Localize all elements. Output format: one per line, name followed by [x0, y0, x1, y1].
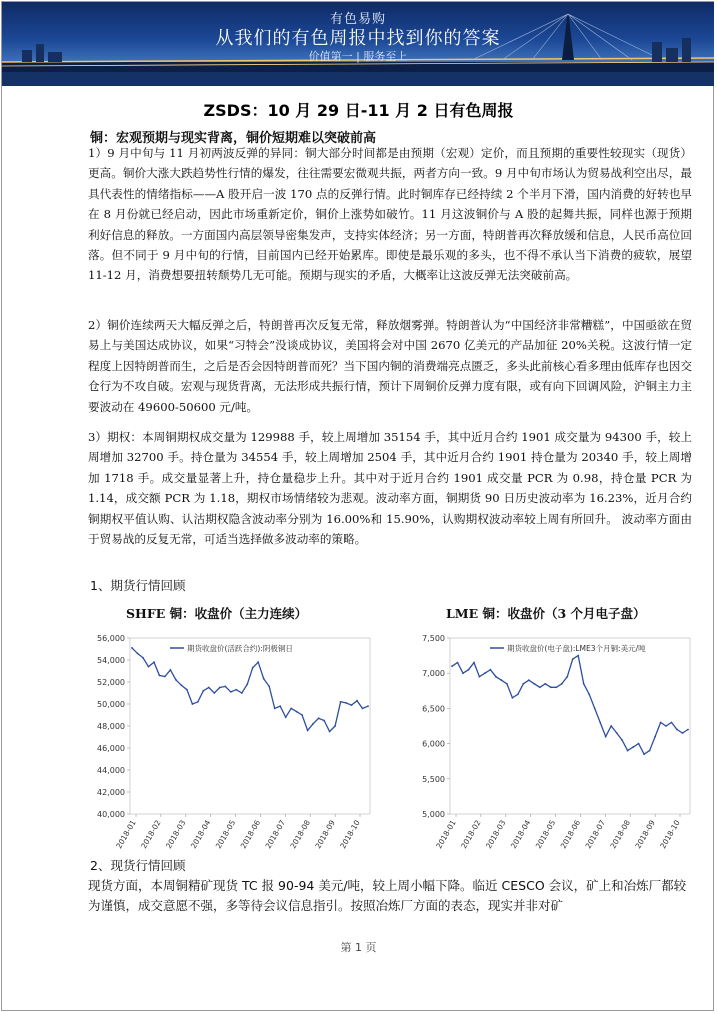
data-point	[506, 683, 508, 685]
y-tick-label: 5,500	[422, 774, 445, 784]
data-point	[345, 702, 347, 704]
data-point	[202, 690, 204, 692]
subhead-spot: 2、现货行情回顾	[90, 858, 186, 873]
data-point	[550, 686, 552, 688]
data-point	[274, 708, 276, 710]
data-point	[484, 672, 486, 674]
data-point	[643, 753, 645, 755]
y-tick-label: 5,000	[422, 810, 445, 819]
paragraph-3: 3）期权：本周铜期权成交量为 129988 手，较上周增加 35154 手，其中近月合约 1901 成交量为 94300 手，较上周增加 32700 手。持仓量为 34554 手，较上周增加 2504 手，其中近月合约 1901 持仓量为 20340 手，较上周增加 1718 手。成交量显著上升，持仓量稳步上升。其中对于近月合约 1901 成交量 PCR 为 0.98，持仓量 PCR 为 1.14，成交额 PCR 为 1.18，期权市场情绪较为悲观。波动率方面，铜期货 90 日历史波动率为 16.23%，近月合约铜期权平值认购、认沽期权隐含波动率分别为 16.00%和 15.90%，认购期权波动率较上周有所回升。 波动率方面由于贸易战的反复无常，可适当选择做多波动率的策略。	[88, 430, 692, 547]
x-tick-label: 2018-03	[164, 818, 188, 851]
data-point	[566, 676, 568, 678]
x-tick-label: 2018-10	[658, 818, 682, 851]
data-point	[285, 716, 287, 718]
data-point	[296, 711, 298, 713]
data-point	[517, 693, 519, 695]
y-tick-label: 54,000	[97, 656, 125, 665]
paragraph-2: 2）铜价连续两天大幅反弹之后，特朗普再次反复无常，释放烟雾弹。特朗普认为“中国经济非常糟糕”，中国亟欲在贸易上与美国达成协议，如果“习特会”没谈成协议，美国将会对中国 2670 亿美元的产品加征 20%关税。这波行情一定程度上因特朗普而生，之后是否会因特朗普而死？当下国内铜的消费端亮点匮乏，多头此前核心看多理由低库存也因交仓行为不攻自破。宏观与现货背离，无法形成共振行情，预计下周铜价反弹力度有限，或有向下回调风险，沪铜主力主要波动在 49600-50600 元/吨。	[88, 318, 692, 414]
data-point	[649, 750, 651, 752]
brand-name: 有色易购	[329, 12, 386, 27]
y-tick-label: 6,000	[422, 739, 445, 749]
y-tick-label: 40,000	[97, 810, 125, 819]
data-point	[490, 669, 492, 671]
data-point	[495, 676, 497, 678]
data-point	[351, 704, 353, 706]
x-tick-label: 2018-10	[338, 818, 362, 851]
data-point	[148, 666, 150, 668]
x-tick-label: 2018-05	[533, 818, 558, 851]
data-point	[340, 701, 342, 703]
data-point	[588, 693, 590, 695]
section-heading: 铜：宏观预期与现实背离，铜价短期难以突破前高	[90, 131, 377, 146]
data-point	[533, 683, 535, 685]
data-point	[544, 683, 546, 685]
data-point	[654, 736, 656, 738]
data-point	[318, 717, 320, 719]
data-point	[572, 658, 574, 660]
data-point	[334, 725, 336, 727]
x-tick-label: 2018-03	[484, 818, 508, 851]
data-point	[208, 687, 210, 689]
data-point	[638, 743, 640, 745]
data-point	[192, 703, 194, 705]
data-point	[682, 732, 684, 734]
data-point	[610, 725, 612, 727]
data-point	[616, 732, 618, 734]
data-point	[594, 708, 596, 710]
y-tick-label: 48,000	[97, 722, 125, 731]
data-point	[632, 746, 634, 748]
chart-shfe-copper	[88, 630, 378, 856]
data-point	[539, 686, 541, 688]
plot-area	[130, 638, 370, 814]
x-tick-label: 2018-04	[188, 818, 213, 851]
data-point	[323, 720, 325, 722]
data-point	[356, 700, 358, 702]
data-point	[235, 689, 237, 691]
data-point	[522, 683, 524, 685]
page-number: 第 1 页	[340, 941, 377, 954]
data-point	[219, 687, 221, 689]
data-point	[131, 647, 133, 649]
x-tick-label: 2018-09	[313, 818, 337, 851]
y-tick-label: 7,500	[422, 634, 445, 643]
y-tick-label: 44,000	[97, 766, 125, 775]
data-point	[230, 691, 232, 693]
x-tick-label: 2018-07	[583, 818, 608, 851]
data-point	[252, 667, 254, 669]
data-point	[159, 675, 161, 677]
x-tick-label: 2018-07	[263, 818, 288, 851]
data-point	[142, 657, 144, 659]
x-tick-label: 2018-08	[288, 818, 312, 851]
y-tick-label: 7,000	[422, 669, 445, 679]
data-point	[268, 686, 270, 688]
legend-label: 期货收盘价(活跃合约):阴极铜日	[187, 644, 293, 653]
data-point	[583, 683, 585, 685]
data-point	[312, 723, 314, 725]
x-tick-label: 2018-02	[459, 818, 483, 851]
y-tick-label: 6,500	[422, 704, 445, 714]
data-point	[676, 729, 678, 731]
x-tick-label: 2018-05	[213, 818, 238, 851]
data-point	[501, 679, 503, 681]
data-point	[257, 661, 259, 663]
plot-area	[450, 638, 690, 814]
data-point	[599, 722, 601, 724]
data-point	[170, 669, 172, 671]
data-point	[473, 662, 475, 664]
data-point	[512, 697, 514, 699]
data-point	[555, 686, 557, 688]
data-point	[457, 662, 459, 664]
data-point	[164, 676, 166, 678]
data-point	[329, 731, 331, 733]
y-tick-label: 42,000	[97, 788, 125, 797]
data-point	[665, 725, 667, 727]
data-point	[197, 701, 199, 703]
data-point	[301, 714, 303, 716]
x-tick-label: 2018-01	[434, 818, 458, 851]
chart-title-shfe: SHFE 铜：收盘价（主力连续）	[126, 606, 308, 621]
data-point	[175, 679, 177, 681]
data-point	[687, 729, 689, 731]
paragraph-4: 现货方面，本周铜精矿现货 TC 报 90-94 美元/吨，较上周小幅下降。临近 CESCO 会议，矿上和冶炼厂都较为谨慎，成交意愿不强，多等待会议信息指引。按照冶炼厂方面的表态，现实并非对矿	[88, 878, 687, 913]
x-tick-label: 2018-06	[238, 818, 263, 851]
data-point	[137, 653, 139, 655]
y-tick-label: 46,000	[97, 744, 125, 753]
data-point	[263, 678, 265, 680]
data-point	[224, 686, 226, 688]
paragraph-1: 1）9 月中旬与 11 月初两波反弹的异同：铜大部分时间都是由预期（宏观）定价，而且预期的重要性较现实（现货）更高。铜价大涨大跌趋势性行情的爆发，往往需要宏微观共振，两者方向一致。9 月中旬市场认为贸易战利空出尽，最具代表性的情绪指标——A 股开启一波 170 点的反弹行情。此时铜库存已经持续 2 个半月下滑，国内消费的好转也早在 8 月份就已经启动，因此市场重新定价，铜价上涨势如破竹。11 月这波铜价与 A 股的起舞共振，同样也源于预期利好信息的释放。一方面国内高层领导密集发声，支持实体经济；另一方面，特朗普再次释放缓和信息，人民币高位回落。但不同于 9 月中旬的行情，目前国内已经开始累库。即使是最乐观的多头，也不得不承认当下消费的疲软，展望 11-12 月，消费想要扭转颓势几无可能。预期与现实的矛盾，大概率让这波反弹无法突破前高。	[88, 146, 692, 283]
data-point	[561, 683, 563, 685]
data-point	[462, 672, 464, 674]
data-point	[307, 730, 309, 732]
x-tick-label: 2018-02	[139, 818, 163, 851]
x-tick-label: 2018-01	[114, 818, 138, 851]
y-tick-label: 56,000	[97, 634, 125, 643]
chart-lme-copper	[408, 630, 698, 856]
data-point	[660, 722, 662, 724]
series-line	[452, 656, 688, 755]
x-tick-label: 2018-06	[558, 818, 583, 851]
data-point	[577, 655, 579, 657]
legend-label: 期货收盘价(电子盘):LME3个月铜:美元/吨	[507, 644, 646, 653]
data-point	[605, 736, 607, 738]
banner-subtitle: 价值第一 | 服务至上	[308, 50, 408, 63]
data-point	[362, 708, 364, 710]
series-line	[132, 648, 368, 732]
chart-title-lme: LME 铜：收盘价（3 个月电子盘）	[446, 606, 646, 621]
data-point	[627, 750, 629, 752]
data-point	[186, 689, 188, 691]
x-tick-label: 2018-08	[608, 818, 632, 851]
data-point	[241, 692, 243, 694]
data-point	[367, 705, 369, 707]
x-tick-label: 2018-09	[633, 818, 657, 851]
subhead-futures: 1、期货行情回顾	[90, 578, 186, 593]
data-point	[468, 669, 470, 671]
y-tick-label: 50,000	[97, 700, 125, 709]
header-banner	[2, 2, 714, 86]
data-point	[671, 722, 673, 724]
data-point	[451, 665, 453, 667]
data-point	[181, 684, 183, 686]
data-point	[279, 705, 281, 707]
x-tick-label: 2018-04	[508, 818, 533, 851]
data-point	[153, 661, 155, 663]
y-tick-label: 52,000	[97, 678, 125, 687]
data-point	[213, 692, 215, 694]
data-point	[621, 739, 623, 741]
data-point	[479, 676, 481, 678]
data-point	[246, 683, 248, 685]
data-point	[528, 679, 530, 681]
data-point	[290, 708, 292, 710]
banner-slogan: 从我们的有色周报中找到你的答案	[215, 28, 501, 49]
report-title: ZSDS：10 月 29 日-11 月 2 日有色周报	[203, 101, 514, 120]
